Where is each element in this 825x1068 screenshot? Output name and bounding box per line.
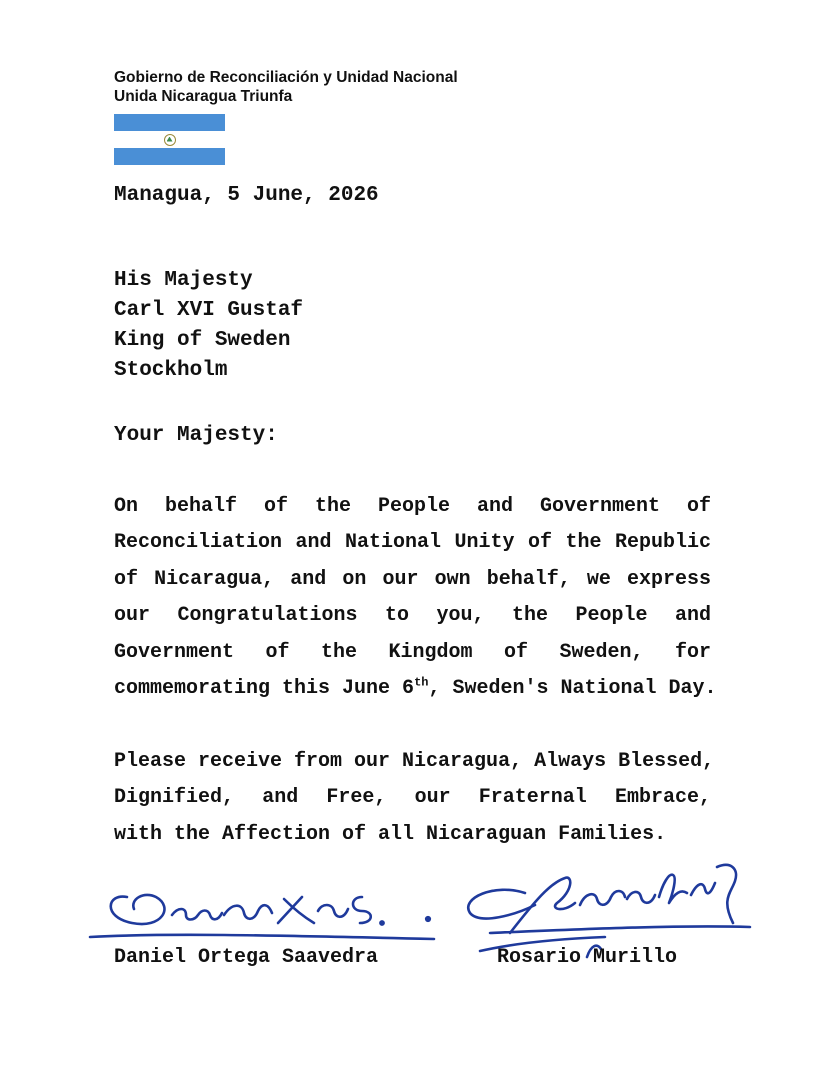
letter-date: Managua, 5 June, 2026 <box>114 184 379 207</box>
ordinal-suffix: th <box>414 675 429 690</box>
body-paragraph-congratulations <box>114 489 717 707</box>
line-text-before: commemorating this June 6 <box>114 677 415 701</box>
letterhead-line-motto: Unida Nicaragua Triunfa <box>114 88 293 105</box>
recipient-address <box>114 266 303 386</box>
paragraph-line: Please receive from our Nicaragua, Always Blessed, <box>114 750 715 773</box>
paragraph-line: On behalf of the People and Government of <box>114 495 711 518</box>
line-text-after: , Sweden's National Day. <box>428 677 717 701</box>
flag-bottom-band <box>114 148 225 165</box>
letterhead <box>114 68 458 106</box>
signature-daniel-ortega <box>82 875 442 955</box>
salutation: Your Majesty: <box>114 424 278 447</box>
paragraph-line: of Nicaragua, and on our own behalf, we express <box>114 567 711 591</box>
flag-top-band <box>114 114 225 131</box>
signatory-name-left: Daniel Ortega Saavedra <box>114 946 379 969</box>
body-paragraph-embrace <box>114 744 715 853</box>
paragraph-line <box>114 671 717 707</box>
nicaragua-flag <box>114 114 225 165</box>
recipient-city: Stockholm <box>114 359 228 382</box>
nicaragua-coat-of-arms-icon <box>164 134 176 146</box>
recipient-position: King of Sweden <box>114 329 291 352</box>
paragraph-line: Dignified, and Free, our Fraternal Embrace, <box>114 786 711 810</box>
paragraph-line: Government of the Kingdom of Sweden, for <box>114 640 711 664</box>
signatory-name-right: Rosario Murillo <box>497 946 678 969</box>
paragraph-line: our Congratulations to you, the People and <box>114 604 711 628</box>
letterhead-line-government: Gobierno de Reconciliación y Unidad Nacional <box>114 69 458 86</box>
recipient-title: His Majesty <box>114 269 253 292</box>
recipient-name: Carl XVI Gustaf <box>114 299 304 322</box>
paragraph-line: with the Affection of all Nicaraguan Families. <box>114 822 667 846</box>
paragraph-line: Reconciliation and National Unity of the Republic <box>114 531 711 555</box>
